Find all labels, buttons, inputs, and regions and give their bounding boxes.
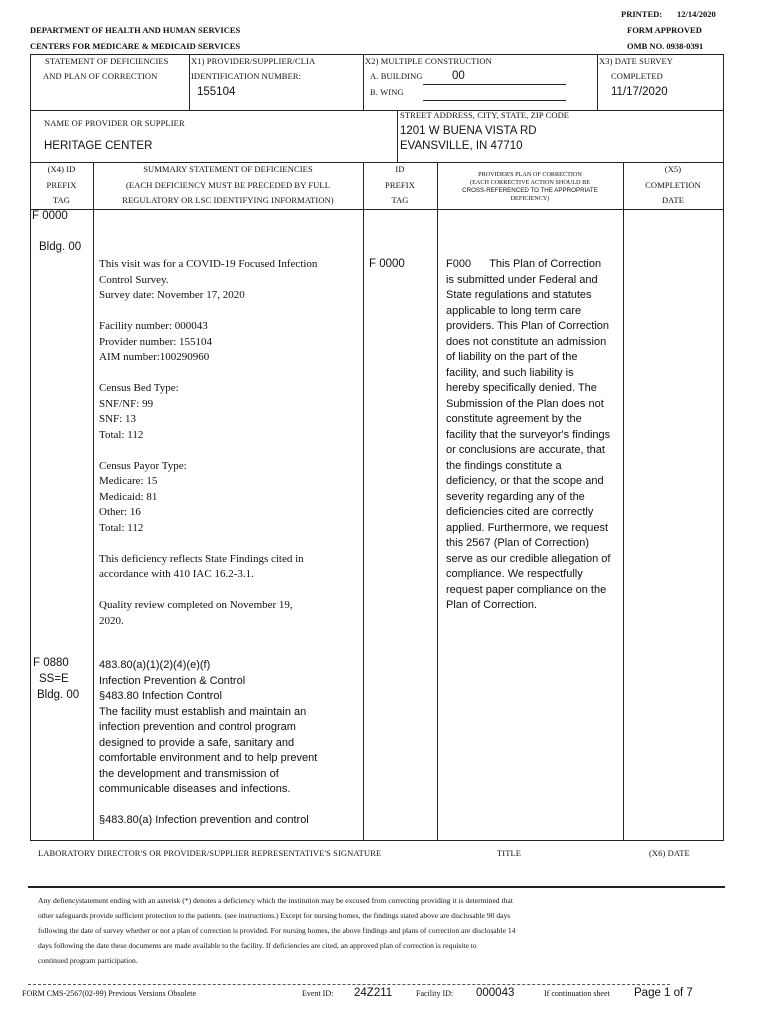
- building-underline: [423, 84, 566, 85]
- event-id-label: Event ID:: [302, 989, 334, 998]
- survey-date-label: X3) DATE SURVEY: [599, 56, 674, 66]
- poc-line: deficiency, or that the scope and: [446, 475, 604, 487]
- poc-line: deficiencies cited are correctly: [446, 506, 594, 518]
- rule: [623, 162, 624, 840]
- summary-line: Medicaid: 81: [99, 490, 158, 503]
- summary-line: 483.80(a)(1)(2)(4)(e)(f): [99, 659, 211, 671]
- wing-label: B. WING: [370, 87, 404, 97]
- disclaimer: [38, 893, 724, 968]
- summary-line: [99, 798, 361, 814]
- poc-line: Submission of the Plan does not: [446, 397, 604, 410]
- summary-line: Total: 112: [99, 521, 144, 534]
- rule: [397, 110, 398, 162]
- poc-line: hereby specifically denied. The: [446, 382, 597, 394]
- col-poc-sub-3: DEFICIENCY): [510, 195, 550, 202]
- summary-line: This deficiency reflects State Findings cited in: [99, 552, 304, 565]
- page-number: Page 1 of 7: [634, 987, 693, 999]
- summary-line: designed to provide a safe, sanitary and: [99, 736, 295, 749]
- rule: [723, 54, 724, 840]
- poc-line: the findings constitute a: [446, 459, 562, 472]
- rule: [30, 209, 724, 210]
- summary-line: Facility number: 000043: [99, 320, 208, 332]
- summary-statement-1: [99, 257, 361, 629]
- summary-line: infection prevention and control program: [99, 721, 296, 733]
- poc-line: State regulations and statutes: [446, 289, 592, 301]
- col-id: ID: [395, 164, 405, 174]
- poc-line: applicable to long term care: [446, 304, 582, 317]
- summary-line: [99, 366, 361, 382]
- poc-line: applied. Furthermore, we request: [446, 521, 609, 534]
- col-poc-sub-2: CROSS-REFERENCED TO THE APPROPRIATE: [462, 187, 598, 194]
- poc-line: severity regarding any of the: [446, 490, 585, 503]
- poc-line: constitute agreement by the: [446, 413, 582, 425]
- poc-line: of liability on the part of the: [446, 351, 578, 363]
- col-poc-sub: (EACH CORRECTIVE ACTION SHOULD BE: [470, 179, 590, 186]
- rule: [30, 110, 724, 111]
- col-x5-completion: COMPLETION: [645, 180, 701, 190]
- summary-line: [99, 304, 361, 320]
- summary-line: Quality review completed on November 19,: [99, 599, 293, 611]
- summary-line: Census Payor Type:: [99, 459, 187, 472]
- summary-line: This visit was for a COVID-19 Focused Infection: [99, 258, 318, 270]
- summary-line: The facility must establish and maintain an: [99, 705, 307, 718]
- rule: [597, 54, 598, 110]
- provider-id-value: 155104: [197, 86, 236, 98]
- summary-line: Provider number: 155104: [99, 335, 213, 348]
- facility-id-label: Facility ID:: [416, 989, 454, 998]
- survey-date-value: 11/17/2020: [611, 86, 668, 98]
- poc-line: request paper compliance on the: [446, 583, 607, 596]
- poc-line: or conclusions are accurate, that: [446, 444, 605, 456]
- statement-label: STATEMENT OF DEFICIENCIES: [45, 56, 169, 66]
- poc-line: providers. This Plan of Correction: [446, 320, 610, 332]
- facility-id-value: 000043: [476, 987, 515, 999]
- disclaimer-line: following the date of survey whether or not a plan of correction is provided. For nursing homes, the above findings and plans of correction are disclosable 14: [38, 926, 516, 935]
- summary-line: comfortable environment and to help prevent: [99, 752, 318, 764]
- disclaimer-line: continued program participation.: [38, 956, 138, 965]
- provider-id-label-2: IDENTIFICATION NUMBER:: [191, 71, 302, 81]
- signature-label: LABORATORY DIRECTOR'S OR PROVIDER/SUPPLIER REPRESENTATIVE'S SIGNATURE: [38, 848, 382, 858]
- building-value: 00: [452, 70, 465, 82]
- poc-line: this 2567 (Plan of Correction): [446, 537, 590, 549]
- rule: [363, 54, 364, 110]
- continuation-label: If continuation sheet: [544, 989, 610, 998]
- poc-line: compliance. We respectfully: [446, 568, 583, 580]
- summary-line: Medicare: 15: [99, 475, 158, 487]
- poc-line: does not constitute an admission: [446, 335, 607, 348]
- scope-severity: SS=E: [39, 673, 69, 685]
- summary-line: Infection Prevention & Control: [99, 674, 246, 687]
- provider-id-label: X1) PROVIDER/SUPPLIER/CLIA: [191, 56, 316, 66]
- summary-line: Other: 16: [99, 506, 141, 518]
- summary-line: the development and transmission of: [99, 767, 279, 780]
- survey-date-label-2: COMPLETED: [611, 71, 663, 81]
- poc-line: Plan of Correction.: [446, 599, 538, 611]
- rule: [189, 54, 190, 110]
- event-id-value: 24Z211: [354, 987, 393, 999]
- form-number: FORM CMS-2567(02-99) Previous Versions Obsolete: [22, 989, 197, 998]
- col-summary-title: SUMMARY STATEMENT OF DEFICIENCIES: [143, 164, 313, 174]
- plan-of-correction-1: [446, 257, 622, 614]
- col-summary-sub: (EACH DEFICIENCY MUST BE PRECEDED BY FULL: [125, 180, 331, 190]
- summary-line: Total: 112: [99, 428, 144, 441]
- summary-line: 2020.: [99, 614, 124, 627]
- disclaimer-line: days following the date these documents are made available to the facility. If deficiencies are cited, an approved plan of correction is requisite to: [38, 941, 477, 950]
- tag-f0880: F 0880: [33, 657, 69, 669]
- footer-rule: [28, 984, 670, 985]
- wing-underline: [423, 100, 566, 101]
- summary-line: §483.80(a) Infection prevention and control: [99, 814, 309, 826]
- summary-line: [99, 583, 361, 599]
- rule: [30, 840, 724, 841]
- centers-title: CENTERS FOR MEDICARE & MEDICAID SERVICES: [30, 41, 241, 51]
- poc-line: facility, and such liability is: [446, 366, 574, 379]
- form-approved: FORM APPROVED: [627, 25, 702, 35]
- disclaimer-line: other safeguards provide sufficient protection to the patients. (see instructions.) Except for nursing homes, the findings stated above are disclosable 90 days: [38, 911, 511, 920]
- summary-line: SNF/NF: 99: [99, 397, 154, 410]
- summary-line: communicable diseases and infections.: [99, 783, 291, 795]
- address-label: STREET ADDRESS, CITY, STATE, ZIP CODE: [400, 110, 570, 120]
- summary-line: Control Survey.: [99, 273, 169, 286]
- col-id-tag: TAG: [391, 195, 409, 205]
- rule: [30, 54, 724, 55]
- rule: [437, 162, 438, 840]
- rule: [30, 162, 724, 163]
- summary-line: §483.80 Infection Control: [99, 690, 222, 702]
- summary-line: Survey date: November 17, 2020: [99, 289, 245, 301]
- provider-name-label: NAME OF PROVIDER OR SUPPLIER: [44, 118, 185, 128]
- col-summary-sub-2: REGULATORY OR LSC IDENTIFYING INFORMATION): [122, 195, 334, 205]
- id-tag-f0000: F 0000: [369, 258, 405, 270]
- omb-number: OMB NO. 0938-0391: [627, 41, 704, 51]
- provider-name-value: HERITAGE CENTER: [44, 140, 153, 152]
- address-line-1: 1201 W BUENA VISTA RD: [400, 125, 537, 137]
- col-poc-title: PROVIDER'S PLAN OF CORRECTION: [478, 171, 582, 178]
- poc-line: F000 This Plan of Correction: [446, 258, 602, 270]
- col-x4-tag: TAG: [52, 195, 71, 205]
- disclaimer-line: Any defiencystatement ending with an asterisk (*) denotes a deficiency which the institution may be excused from correcting providing it is determined that: [38, 896, 513, 905]
- address-line-2: EVANSVILLE, IN 47710: [400, 140, 523, 152]
- tag-f0000: F 0000: [32, 210, 68, 222]
- col-x5-date: DATE: [661, 195, 685, 205]
- col-id-prefix: PREFIX: [385, 180, 415, 190]
- department-title: DEPARTMENT OF HEALTH AND HUMAN SERVICES: [30, 25, 241, 35]
- rule: [93, 162, 94, 840]
- col-x4-id: (X4) ID: [47, 164, 76, 174]
- summary-line: [99, 536, 361, 552]
- signature-rule: [28, 886, 725, 888]
- poc-line: facility that the surveyor's findings: [446, 428, 611, 441]
- poc-line: serve as our credible allegation of: [446, 552, 611, 565]
- statement-label-2: AND PLAN OF CORRECTION: [43, 71, 158, 81]
- building-tag: Bldg. 00: [39, 241, 82, 253]
- building-tag-2: Bldg. 00: [37, 689, 80, 701]
- building-label: A. BUILDING: [370, 71, 423, 81]
- title-label: TITLE: [497, 848, 522, 858]
- col-x4-prefix: PREFIX: [46, 180, 77, 190]
- date-label: (X6) DATE: [649, 848, 690, 858]
- multiple-construction-label: X2) MULTIPLE CONSTRUCTION: [365, 56, 492, 66]
- summary-line: [99, 443, 361, 459]
- col-x5: (X5): [664, 164, 682, 174]
- summary-line: SNF: 13: [99, 413, 136, 425]
- printed-label: PRINTED:: [621, 9, 663, 19]
- summary-line: Census Bed Type:: [99, 382, 179, 394]
- summary-line: accordance with 410 IAC 16.2-3.1.: [99, 568, 254, 580]
- printed-date: 12/14/2020: [677, 9, 716, 19]
- summary-line: AIM number:100290960: [99, 351, 210, 363]
- summary-statement-2: [99, 658, 361, 829]
- poc-line: is submitted under Federal and: [446, 273, 598, 286]
- rule: [363, 162, 364, 840]
